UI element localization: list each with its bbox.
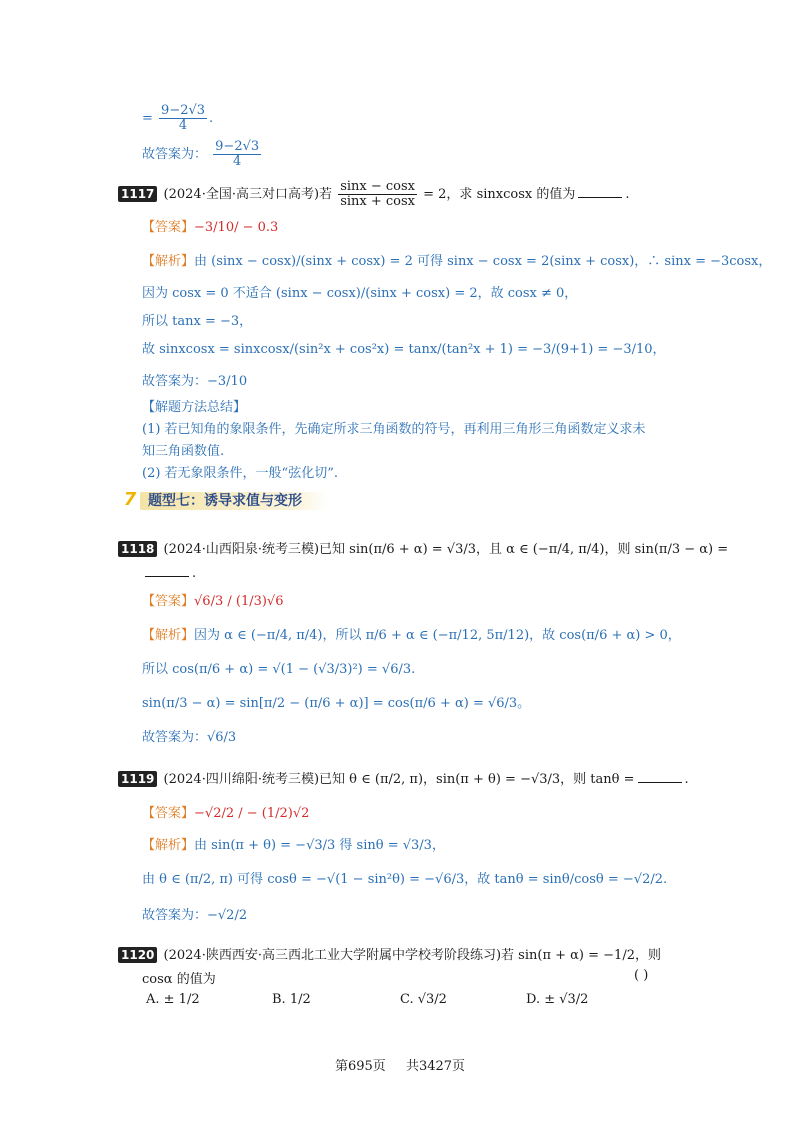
analysis-1117-line2: 因为 cosx = 0 不适合 (sinx − cosx)/(sinx + cosx) = 2，故 cosx ≠ 0， [142, 286, 578, 301]
question-1118-stem: 1118 (2024·山西阳泉·统考三模)已知 sin(π/6 + α) = √3/3，且 α ∈ (−π/4, π/4)，则 sin(π/3 − α) = [118, 538, 728, 557]
analysis-1118-line2: 所以 cos(π/6 + α) = √(1 − (√3/3)²) = √6/3. [142, 662, 416, 677]
answer-1117: 【答案】−3/10/ − 0.3 [142, 220, 279, 235]
page-total: 共3427页 [405, 1059, 466, 1074]
choice-paren: ( ) [634, 968, 649, 983]
question-1120-stem2: cosα 的值为 [142, 972, 216, 987]
page-number: 第695页 [334, 1059, 386, 1074]
section-badge-icon: 7 [123, 489, 137, 510]
question-number: 1119 [118, 771, 157, 787]
option-d: D. ± √3/2 [526, 992, 589, 1007]
analysis-1117-line5: 故答案为：−3/10 [142, 374, 248, 389]
question-number: 1118 [118, 541, 157, 557]
answer-1118: 【答案】√6/3 / (1/3)√6 [142, 594, 284, 609]
prev-result-line: = $\frac{9-2√3}{4}$ . [142, 103, 214, 133]
analysis-1119-line3: 故答案为：−√2/2 [142, 908, 248, 923]
option-c: C. √3/2 [400, 992, 447, 1007]
option-a: A. ± 1/2 [146, 992, 200, 1007]
question-1120-stem: 1120 (2024·陕西西安·高三西北工业大学附属中学校考阶段练习)若 sin(π + α) = −1/2，则 [118, 944, 661, 963]
prev-answer-line: 故答案为： $\frac{9-2√3}{4}$ [142, 139, 260, 169]
summary-2: (2) 若无象限条件，一般“弦化切”. [142, 466, 338, 481]
summary-1: (1) 若已知角的象限条件，先确定所求三角函数的符号，再利用三角形三角函数定义求未 [142, 422, 646, 437]
analysis-1118-line1: 【解析】因为 α ∈ (−π/4, π/4)，所以 π/6 + α ∈ (−π/12, 5π/12)，故 cos(π/6 + α) > 0， [142, 628, 681, 643]
question-number: 1120 [118, 947, 157, 963]
option-b: B. 1/2 [272, 992, 311, 1007]
analysis-1117-line3: 所以 tanx = −3， [142, 314, 253, 329]
summary-1b: 知三角函数值. [142, 444, 225, 459]
question-1117-stem: 1117 (2024·全国·高三对口高考)若 $\frac{\sin x - \cos x}{\sin x + \cos x}$ = 2，求 sinxcosx 的值为 . [118, 180, 630, 209]
analysis-1118-line3: sin(π/3 − α) = sin[π/2 − (π/6 + α)] = cos(π/6 + α) = √6/3。 [142, 696, 531, 711]
analysis-1119-line2: 由 θ ∈ (π/2, π) 可得 cosθ = −√(1 − sin²θ) = −√6/3，故 tanθ = sinθ/cosθ = −√2/2. [142, 872, 668, 887]
section-title: 题型七：诱导求值与变形 [148, 493, 302, 509]
analysis-1119-line1: 【解析】由 sin(π + θ) = −√3/3 得 sinθ = √3/3， [142, 838, 445, 853]
question-1119-stem: 1119 (2024·四川绵阳·统考三模)已知 θ ∈ (π/2, π)，sin(π + θ) = −√3/3，则 tanθ = . [118, 768, 689, 787]
answer-blank [578, 197, 622, 198]
analysis-1118-line4: 故答案为：√6/3 [142, 730, 237, 745]
analysis-1117-line4: 故 sinxcosx = sinxcosx/(sin²x + cos²x) = tanx/(tan²x + 1) = −3/(9+1) = −3/10， [142, 342, 666, 357]
summary-label: 【解题方法总结】 [142, 400, 247, 415]
answer-blank-1118: . [142, 566, 196, 581]
answer-1119: 【答案】−√2/2 / − (1/2)√2 [142, 806, 310, 821]
analysis-1117-line1: 【解析】由 (sinx − cosx)/(sinx + cosx) = 2 可得 sinx − cosx = 2(sinx + cosx)，∴ sinx = −3cosx， [142, 254, 772, 269]
question-number: 1117 [118, 186, 157, 202]
section-header [118, 488, 328, 512]
page-footer [0, 1055, 800, 1074]
